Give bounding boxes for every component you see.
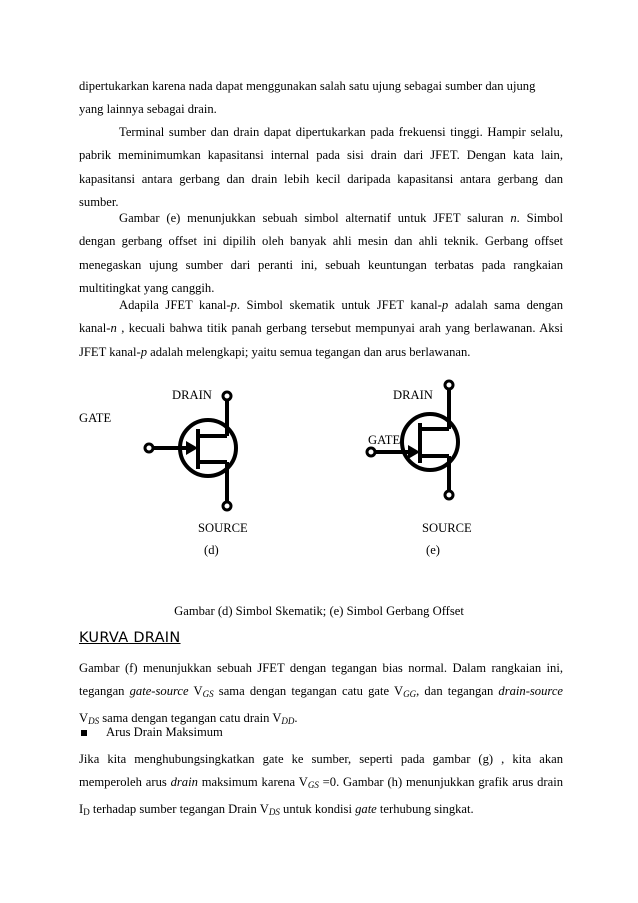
figure-e-drain-label: DRAIN: [393, 388, 433, 402]
symbol-d-source-terminal: [223, 502, 231, 510]
bullet-label: Arus Drain Maksimum: [106, 725, 223, 739]
paragraph-1: [79, 75, 563, 122]
paragraph-6: Jika kita menghubungsingkatkan gate ke sumber, seperti pada gambar (g) , kita akan memperoleh arus drain maksimum karena $V_{GS} =0$. Gambar (h) menunjukkan grafik arus drain $I_D$ terhadap sumber tegangan Drain $V_{DS}$ untuk kondisi gate terhubung singkat.: [79, 752, 563, 817]
figure-caption: Gambar (d) Simbol Skematik; (e) Simbol Gerbang Offset: [174, 604, 464, 618]
paragraph-5: Gambar (f) menunjukkan sebuah JFET dengan tegangan bias normal. Dalam rangkaian ini, tegangan gate-source $V_{GS}$ sama dengan tegangan catu gate $V_{GG}$, dan tegangan drain-source $V_{DS}$ sama dengan tegangan catu drain $V_{DD}$.: [79, 661, 563, 726]
figure-e-gate-label: GATE: [368, 433, 401, 447]
paragraph-4: Adapila JFET kanal-p. Simbol skematik untuk JFET kanal-p adalah sama dengan kanal-n , kecuali bahwa titik panah gerbang tersebut mempunyai arah yang berlawanan. Aksi JFET kanal-p adalah melengkapi; yaitu semua tegangan dan arus berlawanan.: [79, 298, 563, 359]
figure-d-drain-label: DRAIN: [172, 388, 212, 402]
jfet-schematic-symbol-d: [140, 385, 250, 515]
symbol-e-gate-terminal: [367, 448, 375, 456]
bullet-marker: [81, 730, 87, 736]
symbol-e-drain-terminal: [445, 381, 453, 389]
symbol-e-source-terminal: [445, 491, 453, 499]
figure-d-source-label: SOURCE: [198, 521, 248, 535]
figure-d-tag: (d): [204, 543, 219, 557]
symbol-d-gate-terminal: [145, 444, 153, 452]
symbol-d-drain-terminal: [223, 392, 231, 400]
paragraph-2: Terminal sumber dan drain dapat dipertukarkan pada frekuensi tinggi. Hampir selalu, pabrik meminimumkan kapasitansi internal pada sisi drain dari JFET. Dengan kata lain, kapasitansi antara gerbang dan drain lebih kecil daripada kapasitansi antara gerbang dan sumber.: [79, 125, 563, 210]
paragraph-3: Gambar (e) menunjukkan sebuah simbol alternatif untuk JFET saluran n. Simbol dengan gerbang offset ini dipilih oleh banyak ahli mesin dan ahli teknik. Gerbang offset menegaskan ujung sumber dari peranti ini, sebuah keuntungan terbatas pada rangkaian multitingkat yang canggih.: [79, 211, 563, 296]
figure-d-gate-label: GATE: [79, 411, 112, 425]
jfet-offset-gate-symbol-e: [360, 378, 470, 508]
section-heading: KURVA DRAIN: [79, 630, 181, 646]
figure-e-tag: (e): [426, 543, 440, 557]
figure-e-source-label: SOURCE: [422, 521, 472, 535]
paragraph-1-line-1: dipertukarkan karena nada dapat menggunakan salah satu ujung sebagai sumber dan ujung: [79, 79, 536, 93]
paragraph-1-line-2: yang lainnya sebagai drain.: [79, 102, 217, 117]
